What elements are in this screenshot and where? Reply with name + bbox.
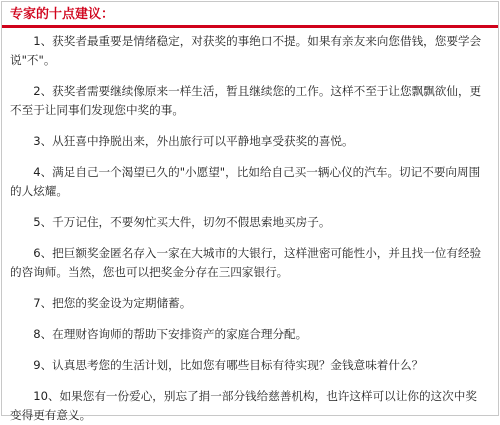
tip-item-4: 4、满足自己一个渴望已久的"小愿望"，比如给自己买一辆心仪的汽车。切记不要向周围的人炫耀。 (10, 165, 481, 198)
tip-item-2: 2、获奖者需要继续像原来一样生活，暂且继续您的工作。这样不至于让您飘飘欲仙，更不至于让同事们发现您中奖的事。 (10, 84, 482, 117)
tip-item-1: 1、获奖者最重要是情绪稳定，对获奖的事绝口不提。如果有亲友来向您借钱，您要学会说"不"。 (10, 34, 482, 67)
advice-panel (1, 1, 499, 422)
tip-item-5: 5、千万记住，不要匆忙买大件，切勿不假思索地买房子。 (33, 215, 331, 229)
tip-item-10: 10、如果您有一份爱心，别忘了捐一部分钱给慈善机构，也许这样可以让你的这次中奖变得更有意义。 (10, 389, 477, 422)
tip-item-3: 3、从狂喜中挣脱出来，外出旅行可以平静地享受获奖的喜悦。 (33, 134, 354, 148)
tips-list (2, 28, 498, 425)
tip-item-7: 7、把您的奖金设为定期储蓄。 (33, 296, 192, 310)
tip-item-9: 9、认真思考您的生活计划，比如您有哪些目标有待实现？金钱意味着什么？ (33, 358, 424, 372)
tip-item-6: 6、把巨额奖金匿名存入一家在大城市的大银行，这样泄密可能性小，并且找一位有经验的咨询师。当然，您也可以把奖金分存在三四家银行。 (10, 246, 482, 279)
tip-item-8: 8、在理财咨询师的帮助下安排资产的家庭合理分配。 (33, 327, 308, 341)
panel-title: 专家的十点建议： (2, 2, 498, 28)
